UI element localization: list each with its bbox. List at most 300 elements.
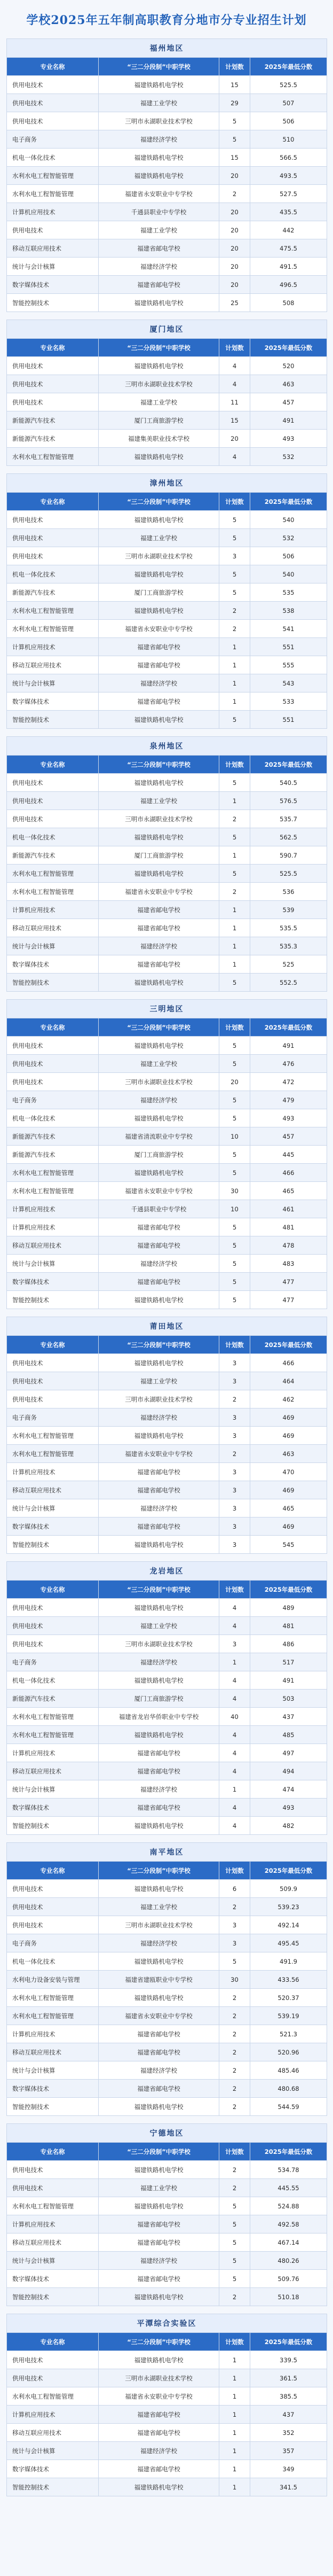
school-cell: 福建铁路机电学校 xyxy=(99,2098,219,2116)
quota-cell: 5 xyxy=(219,2215,250,2233)
min-score-cell: 339.5 xyxy=(250,2351,327,2369)
region-header xyxy=(7,1317,327,1336)
quota-cell: 20 xyxy=(219,239,250,258)
table-row xyxy=(7,1255,327,1273)
school-cell: 福建省邮电学校 xyxy=(99,239,219,258)
region-name: 漳州地区 xyxy=(7,474,327,493)
quota-cell: 2 xyxy=(219,2179,250,2197)
major-cell: 水利水电工程智能管理 xyxy=(7,2387,99,2406)
table-row xyxy=(7,2179,327,2197)
major-cell: 新能源汽车技术 xyxy=(7,1146,99,1164)
major-cell: 水利水电工程智能管理 xyxy=(7,1182,99,1200)
quota-cell: 5 xyxy=(219,2233,250,2252)
min-score-cell: 435.5 xyxy=(250,203,327,221)
school-cell: 福建铁路机电学校 xyxy=(99,1354,219,1372)
school-cell: 福建省邮电学校 xyxy=(99,2460,219,2478)
school-cell: 三明市永湖职业技术学校 xyxy=(99,1073,219,1091)
school-cell: 福建省邮电学校 xyxy=(99,1517,219,1536)
min-score-cell: 497 xyxy=(250,1744,327,1762)
min-score-cell: 480.68 xyxy=(250,2080,327,2098)
quota-cell: 3 xyxy=(219,1536,250,1554)
table-row xyxy=(7,1146,327,1164)
major-cell: 移动互联应用技术 xyxy=(7,919,99,937)
min-score-cell: 349 xyxy=(250,2460,327,2478)
school-cell: 福建工业学校 xyxy=(99,94,219,112)
major-cell: 供用电技术 xyxy=(7,76,99,94)
region-table xyxy=(6,473,327,729)
column-header-row xyxy=(7,1336,327,1354)
min-score-cell: 437 xyxy=(250,2406,327,2424)
school-cell: 福建铁路机电学校 xyxy=(99,1109,219,1127)
major-cell: 电子商务 xyxy=(7,1653,99,1671)
school-cell: 福建省建瓯职业中专学校 xyxy=(99,1971,219,1989)
quota-cell: 20 xyxy=(219,430,250,448)
quota-cell: 4 xyxy=(219,1799,250,1817)
school-cell: 福建省邮电学校 xyxy=(99,2270,219,2288)
school-cell: 福建省邮电学校 xyxy=(99,1463,219,1481)
column-header-major: 专业名称 xyxy=(7,1862,99,1880)
quota-cell: 2 xyxy=(219,1445,250,1463)
quota-cell: 5 xyxy=(219,1091,250,1109)
table-row xyxy=(7,1408,327,1427)
school-cell: 福建省邮电学校 xyxy=(99,2215,219,2233)
column-header-major: 专业名称 xyxy=(7,339,99,357)
quota-cell: 1 xyxy=(219,1653,250,1671)
table-row xyxy=(7,1445,327,1463)
min-score-cell: 466 xyxy=(250,1354,327,1372)
min-score-cell: 461 xyxy=(250,1200,327,1218)
table-row xyxy=(7,1989,327,2007)
min-score-cell: 467.14 xyxy=(250,2233,327,2252)
quota-cell: 5 xyxy=(219,529,250,547)
major-cell: 机电一体化技术 xyxy=(7,1671,99,1690)
table-row xyxy=(7,1200,327,1218)
min-score-cell: 493 xyxy=(250,430,327,448)
quota-cell: 20 xyxy=(219,221,250,239)
column-header-major: 专业名称 xyxy=(7,2143,99,2161)
column-header-min-score: 2025年最低分数 xyxy=(250,1581,327,1599)
school-cell: 福建铁路机电学校 xyxy=(99,2478,219,2496)
region-table xyxy=(6,736,327,992)
quota-cell: 5 xyxy=(219,1055,250,1073)
quota-cell: 1 xyxy=(219,2442,250,2460)
column-header-school: “三二分段制”中职学校 xyxy=(99,1581,219,1599)
school-cell: 福建铁路机电学校 xyxy=(99,565,219,583)
column-header-row xyxy=(7,1018,327,1037)
school-cell: 福建省邮电学校 xyxy=(99,955,219,974)
title-bar xyxy=(0,0,333,38)
major-cell: 机电一体化技术 xyxy=(7,1952,99,1971)
major-cell: 移动互联应用技术 xyxy=(7,2424,99,2442)
region-table xyxy=(6,2314,327,2496)
quota-cell: 1 xyxy=(219,901,250,919)
major-cell: 水利水电工程智能管理 xyxy=(7,185,99,203)
quota-cell: 5 xyxy=(219,2197,250,2215)
column-header-school: “三二分段制”中职学校 xyxy=(99,339,219,357)
table-row xyxy=(7,620,327,638)
column-header-school: “三二分段制”中职学校 xyxy=(99,58,219,76)
major-cell: 智能控制技术 xyxy=(7,294,99,312)
min-score-cell: 445.55 xyxy=(250,2179,327,2197)
major-cell: 供用电技术 xyxy=(7,1354,99,1372)
quota-cell: 4 xyxy=(219,1671,250,1690)
quota-cell: 4 xyxy=(219,1599,250,1617)
min-score-cell: 494 xyxy=(250,1762,327,1780)
major-cell: 供用电技术 xyxy=(7,1055,99,1073)
region-table xyxy=(6,2123,327,2306)
min-score-cell: 539.19 xyxy=(250,2007,327,2025)
column-header-major: 专业名称 xyxy=(7,1581,99,1599)
min-score-cell: 520 xyxy=(250,357,327,375)
major-cell: 计算机应用技术 xyxy=(7,1744,99,1762)
table-row xyxy=(7,1127,327,1146)
region-name: 南平地区 xyxy=(7,1843,327,1862)
column-header-quota: 计划数 xyxy=(219,339,250,357)
table-row xyxy=(7,2043,327,2061)
quota-cell: 5 xyxy=(219,711,250,729)
school-cell: 三明市永湖职业技术学校 xyxy=(99,1916,219,1934)
school-cell: 厦门工商旅游学校 xyxy=(99,1146,219,1164)
school-cell: 福建省邮电学校 xyxy=(99,1799,219,1817)
table-row xyxy=(7,955,327,974)
quota-cell: 4 xyxy=(219,1617,250,1635)
table-row xyxy=(7,974,327,992)
quota-cell: 20 xyxy=(219,276,250,294)
region-name: 三明地区 xyxy=(7,1000,327,1018)
region-header xyxy=(7,1843,327,1862)
quota-cell: 1 xyxy=(219,2478,250,2496)
table-row xyxy=(7,674,327,692)
table-row xyxy=(7,2080,327,2098)
school-cell: 福建省邮电学校 xyxy=(99,901,219,919)
column-header-min-score: 2025年最低分数 xyxy=(250,1018,327,1037)
table-row xyxy=(7,1971,327,1989)
major-cell: 计算机应用技术 xyxy=(7,2215,99,2233)
min-score-cell: 341.5 xyxy=(250,2478,327,2496)
min-score-cell: 463 xyxy=(250,375,327,393)
school-cell: 厦门工商旅游学校 xyxy=(99,411,219,430)
major-cell: 新能源汽车技术 xyxy=(7,1127,99,1146)
min-score-cell: 457 xyxy=(250,1127,327,1146)
min-score-cell: 535.5 xyxy=(250,919,327,937)
school-cell: 福建工业学校 xyxy=(99,1898,219,1916)
school-cell: 福建铁路机电学校 xyxy=(99,511,219,529)
school-cell: 福建铁路机电学校 xyxy=(99,2161,219,2179)
min-score-cell: 477 xyxy=(250,1291,327,1309)
table-row xyxy=(7,1762,327,1780)
school-cell: 福建铁路机电学校 xyxy=(99,2288,219,2306)
major-cell: 计算机应用技术 xyxy=(7,901,99,919)
table-row xyxy=(7,937,327,955)
table-row xyxy=(7,430,327,448)
major-cell: 计算机应用技术 xyxy=(7,1463,99,1481)
school-cell: 千通县职业中专学校 xyxy=(99,1200,219,1218)
major-cell: 水利水电工程智能管理 xyxy=(7,602,99,620)
major-cell: 供用电技术 xyxy=(7,1617,99,1635)
min-score-cell: 493 xyxy=(250,1799,327,1817)
major-cell: 电子商务 xyxy=(7,1091,99,1109)
school-cell: 福建省邮电学校 xyxy=(99,2406,219,2424)
table-row xyxy=(7,1934,327,1952)
column-header-row xyxy=(7,339,327,357)
min-score-cell: 551 xyxy=(250,711,327,729)
min-score-cell: 540.5 xyxy=(250,774,327,792)
quota-cell: 4 xyxy=(219,375,250,393)
major-cell: 移动互联应用技术 xyxy=(7,1762,99,1780)
quota-cell: 4 xyxy=(219,1817,250,1835)
quota-cell: 3 xyxy=(219,1408,250,1427)
table-row xyxy=(7,149,327,167)
table-row xyxy=(7,2252,327,2270)
quota-cell: 1 xyxy=(219,2406,250,2424)
min-score-cell: 525 xyxy=(250,955,327,974)
school-cell: 福建铁路机电学校 xyxy=(99,1952,219,1971)
min-score-cell: 506 xyxy=(250,547,327,565)
quota-cell: 5 xyxy=(219,565,250,583)
quota-cell: 20 xyxy=(219,258,250,276)
major-cell: 水利水电工程智能管理 xyxy=(7,865,99,883)
quota-cell: 5 xyxy=(219,865,250,883)
table-row xyxy=(7,357,327,375)
min-score-cell: 457 xyxy=(250,393,327,411)
major-cell: 供用电技术 xyxy=(7,1037,99,1055)
school-cell: 福建经济学校 xyxy=(99,1255,219,1273)
school-cell: 三明市永湖职业技术学校 xyxy=(99,2369,219,2387)
major-cell: 供用电技术 xyxy=(7,1916,99,1934)
table-row xyxy=(7,2215,327,2233)
school-cell: 福建省邮电学校 xyxy=(99,692,219,711)
column-header-row xyxy=(7,1581,327,1599)
school-cell: 福建工业学校 xyxy=(99,1372,219,1390)
min-score-cell: 442 xyxy=(250,221,327,239)
table-row xyxy=(7,1291,327,1309)
min-score-cell: 479 xyxy=(250,1091,327,1109)
major-cell: 供用电技术 xyxy=(7,357,99,375)
region-table xyxy=(6,320,327,466)
table-row xyxy=(7,94,327,112)
school-cell: 福建省邮电学校 xyxy=(99,2424,219,2442)
school-cell: 福建经济学校 xyxy=(99,1653,219,1671)
school-cell: 福建省永安职业中专学校 xyxy=(99,185,219,203)
column-header-min-score: 2025年最低分数 xyxy=(250,1862,327,1880)
quota-cell: 1 xyxy=(219,1780,250,1799)
column-header-quota: 计划数 xyxy=(219,58,250,76)
quota-cell: 2 xyxy=(219,2080,250,2098)
table-row xyxy=(7,774,327,792)
column-header-row xyxy=(7,58,327,76)
min-score-cell: 525.5 xyxy=(250,865,327,883)
quota-cell: 3 xyxy=(219,1499,250,1517)
min-score-cell: 385.5 xyxy=(250,2387,327,2406)
column-header-school: “三二分段制”中职学校 xyxy=(99,2333,219,2351)
min-score-cell: 465 xyxy=(250,1499,327,1517)
column-header-quota: 计划数 xyxy=(219,1018,250,1037)
quota-cell: 5 xyxy=(219,774,250,792)
region-header xyxy=(7,39,327,58)
school-cell: 三明市永湖职业技术学校 xyxy=(99,810,219,828)
min-score-cell: 495.45 xyxy=(250,1934,327,1952)
major-cell: 水利水电工程智能管理 xyxy=(7,2197,99,2215)
region-name: 厦门地区 xyxy=(7,320,327,339)
table-row xyxy=(7,2424,327,2442)
school-cell: 福建铁路机电学校 xyxy=(99,1671,219,1690)
school-cell: 福建省邮电学校 xyxy=(99,919,219,937)
min-score-cell: 485.46 xyxy=(250,2061,327,2080)
table-row xyxy=(7,2007,327,2025)
table-row xyxy=(7,221,327,239)
column-header-quota: 计划数 xyxy=(219,493,250,511)
column-header-major: 专业名称 xyxy=(7,493,99,511)
table-row xyxy=(7,2061,327,2080)
table-row xyxy=(7,1599,327,1617)
min-score-cell: 521.3 xyxy=(250,2025,327,2043)
quota-cell: 1 xyxy=(219,674,250,692)
min-score-cell: 464 xyxy=(250,1372,327,1390)
min-score-cell: 555 xyxy=(250,656,327,674)
min-score-cell: 469 xyxy=(250,1427,327,1445)
min-score-cell: 491 xyxy=(250,1671,327,1690)
quota-cell: 3 xyxy=(219,1481,250,1499)
quota-cell: 1 xyxy=(219,955,250,974)
major-cell: 供用电技术 xyxy=(7,2351,99,2369)
min-score-cell: 352 xyxy=(250,2424,327,2442)
table-row xyxy=(7,1799,327,1817)
major-cell: 统计与会计核算 xyxy=(7,2061,99,2080)
min-score-cell: 474 xyxy=(250,1780,327,1799)
quota-cell: 20 xyxy=(219,203,250,221)
quota-cell: 30 xyxy=(219,1182,250,1200)
table-row xyxy=(7,865,327,883)
min-score-cell: 509.76 xyxy=(250,2270,327,2288)
table-row xyxy=(7,112,327,130)
school-cell: 福建铁路机电学校 xyxy=(99,294,219,312)
major-cell: 新能源汽车技术 xyxy=(7,430,99,448)
school-cell: 福建省邮电学校 xyxy=(99,1762,219,1780)
school-cell: 福建工业学校 xyxy=(99,393,219,411)
school-cell: 福建铁路机电学校 xyxy=(99,1989,219,2007)
major-cell: 计算机应用技术 xyxy=(7,638,99,656)
major-cell: 新能源汽车技术 xyxy=(7,846,99,865)
major-cell: 统计与会计核算 xyxy=(7,258,99,276)
min-score-cell: 492.14 xyxy=(250,1916,327,1934)
region-name: 泉州地区 xyxy=(7,737,327,756)
table-row xyxy=(7,2288,327,2306)
min-score-cell: 491 xyxy=(250,411,327,430)
school-cell: 福建经济学校 xyxy=(99,1408,219,1427)
quota-cell: 5 xyxy=(219,1146,250,1164)
major-cell: 数字媒体技术 xyxy=(7,2270,99,2288)
table-row xyxy=(7,901,327,919)
column-header-major: 专业名称 xyxy=(7,58,99,76)
school-cell: 福建省邮电学校 xyxy=(99,1481,219,1499)
min-score-cell: 445 xyxy=(250,1146,327,1164)
major-cell: 新能源汽车技术 xyxy=(7,1690,99,1708)
quota-cell: 4 xyxy=(219,1726,250,1744)
school-cell: 福建集美职业技术学校 xyxy=(99,430,219,448)
table-row xyxy=(7,375,327,393)
quota-cell: 5 xyxy=(219,1952,250,1971)
table-row xyxy=(7,792,327,810)
major-cell: 计算机应用技术 xyxy=(7,2025,99,2043)
table-row xyxy=(7,656,327,674)
major-cell: 供用电技术 xyxy=(7,1599,99,1617)
page-title: 学校2025年五年制高职教育分地市分专业招生计划 xyxy=(26,13,307,27)
major-cell: 供用电技术 xyxy=(7,393,99,411)
major-cell: 水利水电工程智能管理 xyxy=(7,1164,99,1182)
min-score-cell: 533 xyxy=(250,692,327,711)
min-score-cell: 562.5 xyxy=(250,828,327,846)
school-cell: 福建省邮电学校 xyxy=(99,2080,219,2098)
table-row xyxy=(7,1780,327,1799)
major-cell: 数字媒体技术 xyxy=(7,1517,99,1536)
school-cell: 福建铁路机电学校 xyxy=(99,974,219,992)
quota-cell: 11 xyxy=(219,393,250,411)
table-row xyxy=(7,1427,327,1445)
major-cell: 电子商务 xyxy=(7,130,99,149)
column-header-quota: 计划数 xyxy=(219,1336,250,1354)
major-cell: 计算机应用技术 xyxy=(7,203,99,221)
major-cell: 智能控制技术 xyxy=(7,2478,99,2496)
column-header-min-score: 2025年最低分数 xyxy=(250,2333,327,2351)
table-row xyxy=(7,529,327,547)
column-header-min-score: 2025年最低分数 xyxy=(250,2143,327,2161)
quota-cell: 1 xyxy=(219,656,250,674)
min-score-cell: 532 xyxy=(250,529,327,547)
major-cell: 移动互联应用技术 xyxy=(7,2043,99,2061)
major-cell: 移动互联应用技术 xyxy=(7,1481,99,1499)
quota-cell: 5 xyxy=(219,1037,250,1055)
major-cell: 水利水电工程智能管理 xyxy=(7,1445,99,1463)
major-cell: 水利水电工程智能管理 xyxy=(7,620,99,638)
school-cell: 福建省邮电学校 xyxy=(99,1744,219,1762)
quota-cell: 1 xyxy=(219,792,250,810)
quota-cell: 4 xyxy=(219,1690,250,1708)
school-cell: 福建经济学校 xyxy=(99,2252,219,2270)
table-row xyxy=(7,167,327,185)
table-row xyxy=(7,1463,327,1481)
school-cell: 三明市永湖职业技术学校 xyxy=(99,112,219,130)
column-header-row xyxy=(7,2143,327,2161)
min-score-cell: 496.5 xyxy=(250,276,327,294)
school-cell: 福建铁路机电学校 xyxy=(99,2351,219,2369)
table-row xyxy=(7,711,327,729)
region-header xyxy=(7,737,327,756)
quota-cell: 4 xyxy=(219,357,250,375)
school-cell: 福建铁路机电学校 xyxy=(99,1817,219,1835)
major-cell: 统计与会计核算 xyxy=(7,2442,99,2460)
quota-cell: 25 xyxy=(219,294,250,312)
column-header-min-score: 2025年最低分数 xyxy=(250,58,327,76)
min-score-cell: 472 xyxy=(250,1073,327,1091)
table-row xyxy=(7,1109,327,1127)
major-cell: 智能控制技术 xyxy=(7,974,99,992)
school-cell: 福建经济学校 xyxy=(99,130,219,149)
major-cell: 供用电技术 xyxy=(7,1880,99,1898)
table-row xyxy=(7,1517,327,1536)
school-cell: 福建省邮电学校 xyxy=(99,2233,219,2252)
table-row xyxy=(7,76,327,94)
school-cell: 福建铁路机电学校 xyxy=(99,865,219,883)
school-cell: 福建铁路机电学校 xyxy=(99,711,219,729)
min-score-cell: 524.88 xyxy=(250,2197,327,2215)
table-row xyxy=(7,2387,327,2406)
major-cell: 水利水电工程智能管理 xyxy=(7,1989,99,2007)
min-score-cell: 545 xyxy=(250,1536,327,1554)
quota-cell: 2 xyxy=(219,185,250,203)
school-cell: 厦门工商旅游学校 xyxy=(99,846,219,865)
column-header-school: “三二分段制”中职学校 xyxy=(99,493,219,511)
school-cell: 福建铁路机电学校 xyxy=(99,76,219,94)
